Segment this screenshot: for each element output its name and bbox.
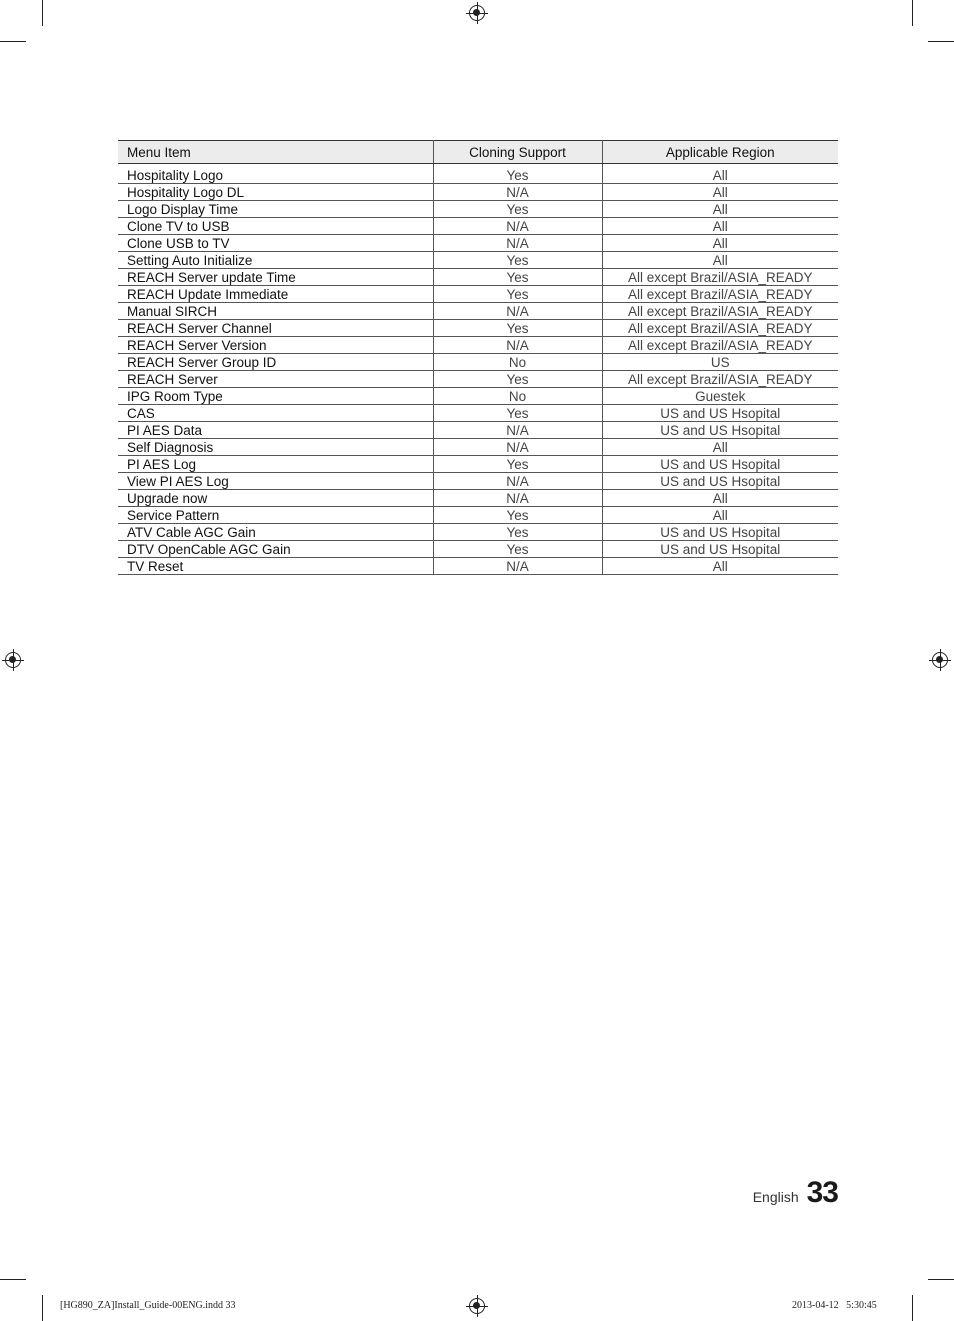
table-row — [118, 405, 838, 422]
cell-menu-item: TV Reset — [118, 558, 433, 575]
registration-target-icon — [5, 652, 21, 668]
table-row — [118, 439, 838, 456]
cell-cloning-support: N/A — [433, 558, 602, 575]
table-header-row — [118, 141, 838, 164]
header-applicable-region: Applicable Region — [602, 141, 838, 164]
cell-applicable-region: All — [602, 439, 838, 456]
cell-applicable-region: All — [602, 201, 838, 218]
cell-applicable-region: All except Brazil/ASIA_READY — [602, 371, 838, 388]
print-slug-file: [HG890_ZA]Install_Guide-00ENG.indd 33 — [60, 1300, 236, 1311]
crop-mark — [42, 1295, 43, 1321]
cell-applicable-region: US and US Hsopital — [602, 405, 838, 422]
print-slug-date: 2013-04-12 5:30:45 — [792, 1300, 877, 1311]
cell-cloning-support: Yes — [433, 269, 602, 286]
table-row — [118, 354, 838, 371]
cell-applicable-region: All — [602, 218, 838, 235]
cell-cloning-support: Yes — [433, 286, 602, 303]
cell-menu-item: Hospitality Logo DL — [118, 184, 433, 201]
cell-cloning-support: N/A — [433, 337, 602, 354]
table-row — [118, 235, 838, 252]
table-row — [118, 371, 838, 388]
cell-applicable-region: All — [602, 490, 838, 507]
cell-applicable-region: All except Brazil/ASIA_READY — [602, 286, 838, 303]
cell-applicable-region: All — [602, 164, 838, 184]
table-row — [118, 218, 838, 235]
registration-target-icon — [932, 652, 948, 668]
header-cloning-support: Cloning Support — [433, 141, 602, 164]
table-row — [118, 201, 838, 218]
cell-applicable-region: All except Brazil/ASIA_READY — [602, 269, 838, 286]
table-row — [118, 524, 838, 541]
cell-menu-item: Service Pattern — [118, 507, 433, 524]
table-row — [118, 541, 838, 558]
cell-menu-item: REACH Server — [118, 371, 433, 388]
table-row — [118, 269, 838, 286]
cell-applicable-region: All — [602, 235, 838, 252]
cell-menu-item: ATV Cable AGC Gain — [118, 524, 433, 541]
cell-applicable-region: Guestek — [602, 388, 838, 405]
page-language: English — [752, 1189, 799, 1205]
cell-menu-item: Logo Display Time — [118, 201, 433, 218]
cell-cloning-support: N/A — [433, 490, 602, 507]
cell-menu-item: IPG Room Type — [118, 388, 433, 405]
table-row — [118, 164, 838, 184]
cell-cloning-support: N/A — [433, 439, 602, 456]
crop-mark — [912, 0, 913, 26]
table-row — [118, 388, 838, 405]
cell-menu-item: PI AES Log — [118, 456, 433, 473]
registration-target-icon — [469, 5, 485, 21]
cell-menu-item: Clone USB to TV — [118, 235, 433, 252]
cell-applicable-region: All — [602, 558, 838, 575]
cell-cloning-support: N/A — [433, 303, 602, 320]
table-row — [118, 303, 838, 320]
page-number-block — [753, 1176, 838, 1210]
cell-applicable-region: US and US Hsopital — [602, 524, 838, 541]
cell-cloning-support: Yes — [433, 507, 602, 524]
table-row — [118, 456, 838, 473]
crop-mark — [912, 1295, 913, 1321]
cell-applicable-region: All except Brazil/ASIA_READY — [602, 337, 838, 354]
page-number: 33 — [806, 1176, 838, 1209]
cell-menu-item: REACH Update Immediate — [118, 286, 433, 303]
cell-applicable-region: US and US Hsopital — [602, 541, 838, 558]
crop-mark — [0, 1279, 26, 1280]
registration-target-icon — [469, 1298, 485, 1314]
cell-menu-item: REACH Server Version — [118, 337, 433, 354]
cell-cloning-support: N/A — [433, 422, 602, 439]
table-row — [118, 507, 838, 524]
cell-menu-item: CAS — [118, 405, 433, 422]
cell-menu-item: View PI AES Log — [118, 473, 433, 490]
cell-applicable-region: US — [602, 354, 838, 371]
cell-cloning-support: Yes — [433, 320, 602, 337]
cell-applicable-region: US and US Hsopital — [602, 456, 838, 473]
cell-menu-item: PI AES Data — [118, 422, 433, 439]
cell-cloning-support: Yes — [433, 541, 602, 558]
table-row — [118, 490, 838, 507]
table-row — [118, 320, 838, 337]
table-body — [118, 164, 838, 575]
cell-cloning-support: N/A — [433, 473, 602, 490]
cell-cloning-support: Yes — [433, 201, 602, 218]
crop-mark — [928, 41, 954, 42]
table-row — [118, 422, 838, 439]
cell-applicable-region: All — [602, 184, 838, 201]
table-row — [118, 473, 838, 490]
cell-cloning-support: N/A — [433, 184, 602, 201]
cell-applicable-region: All — [602, 252, 838, 269]
cell-cloning-support: N/A — [433, 235, 602, 252]
crop-mark — [0, 41, 26, 42]
cell-menu-item: REACH Server Group ID — [118, 354, 433, 371]
cloning-support-table — [118, 140, 838, 575]
cell-applicable-region: US and US Hsopital — [602, 422, 838, 439]
cell-menu-item: Self Diagnosis — [118, 439, 433, 456]
cell-cloning-support: Yes — [433, 164, 602, 184]
cell-menu-item: Setting Auto Initialize — [118, 252, 433, 269]
table-row — [118, 337, 838, 354]
cell-cloning-support: Yes — [433, 405, 602, 422]
cell-applicable-region: US and US Hsopital — [602, 473, 838, 490]
cell-menu-item: Upgrade now — [118, 490, 433, 507]
table-row — [118, 558, 838, 575]
cell-cloning-support: Yes — [433, 524, 602, 541]
cell-menu-item: Hospitality Logo — [118, 164, 433, 184]
cell-menu-item: REACH Server update Time — [118, 269, 433, 286]
cell-menu-item: Manual SIRCH — [118, 303, 433, 320]
cell-applicable-region: All except Brazil/ASIA_READY — [602, 320, 838, 337]
cell-menu-item: Clone TV to USB — [118, 218, 433, 235]
cell-menu-item: REACH Server Channel — [118, 320, 433, 337]
crop-mark — [42, 0, 43, 26]
cell-cloning-support: Yes — [433, 456, 602, 473]
header-menu-item: Menu Item — [118, 141, 433, 164]
cell-cloning-support: Yes — [433, 371, 602, 388]
cell-applicable-region: All — [602, 507, 838, 524]
crop-mark — [928, 1279, 954, 1280]
table-row — [118, 286, 838, 303]
cell-menu-item: DTV OpenCable AGC Gain — [118, 541, 433, 558]
cell-cloning-support: No — [433, 354, 602, 371]
cell-cloning-support: No — [433, 388, 602, 405]
cell-cloning-support: Yes — [433, 252, 602, 269]
table-row — [118, 252, 838, 269]
table-row — [118, 184, 838, 201]
cell-applicable-region: All except Brazil/ASIA_READY — [602, 303, 838, 320]
cell-cloning-support: N/A — [433, 218, 602, 235]
